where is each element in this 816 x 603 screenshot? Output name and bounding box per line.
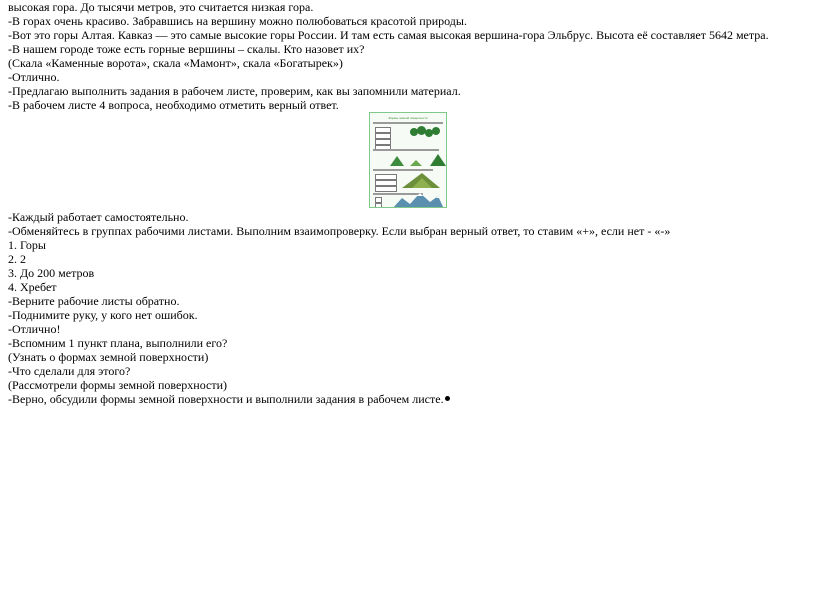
text-line: -Вот это горы Алтая. Кавказ — это самые высокие горы России. И там есть самая высокая вершина-гора Эльбрус. Высота её составляет 5642 метра. [8,28,769,42]
text-line: -Поднимите руку, у кого нет ошибок. [8,308,198,322]
text-line: 2. 2 [8,252,26,266]
text-line-last [8,392,808,406]
hill-icon [400,171,442,189]
worksheet-thumbnail [369,112,447,208]
text-line: -Обменяйтесь в группах рабочими листами. Выполним взаимопроверку. Если выбран верный ответ, то ставим «+», если нет - «-» [8,224,671,238]
text-line: -Что сделали для этого? [8,364,131,378]
text-line: -Предлагаю выполнить задания в рабочем листе, проверим, как вы запомнили материал. [8,84,461,98]
document-body [8,0,808,406]
text-line: -Отлично! [8,322,61,336]
text-line: -Отлично. [8,70,60,84]
text-line: -В рабочем листе 4 вопроса, необходимо отметить верный ответ. [8,98,339,112]
worksheet-checkbox [375,203,382,208]
worksheet-question-line [373,122,443,124]
text-line: 1. Горы [8,238,46,252]
mountains-icon [388,153,447,167]
text-line: 4. Хребет [8,280,57,294]
bullet-dot-icon [445,396,450,401]
text-line: (Рассмотрели формы земной поверхности) [8,378,228,392]
worksheet-title: Формы земной поверхности [388,116,428,120]
worksheet-image-block [8,112,808,210]
text-line: -Каждый работает самостоятельно. [8,210,189,224]
text-line: -В нашем городе тоже есть горные вершины – скалы. Кто назовет их? [8,42,365,56]
text-line: -Вспомним 1 пункт плана, выполнили его? [8,336,228,350]
tree-icon [432,127,440,135]
text-line: высокая гора. До тысячи метров, это считается низкая гора. [8,0,314,14]
mountain-ridge-icon [392,192,444,208]
text-line: 3. До 200 метров [8,266,95,280]
worksheet-question-line [373,149,439,151]
text-line-content: -Верно, обсудили формы земной поверхности и выполнили задания в рабочем листе. [8,392,444,406]
text-line: -В горах очень красиво. Забравшись на вершину можно полюбоваться красотой природы. [8,14,467,28]
text-line: (Узнать о формах земной поверхности) [8,350,209,364]
text-line: (Скала «Каменные ворота», скала «Мамонт», скала «Богатырек») [8,56,343,70]
text-line: -Верните рабочие листы обратно. [8,294,180,308]
